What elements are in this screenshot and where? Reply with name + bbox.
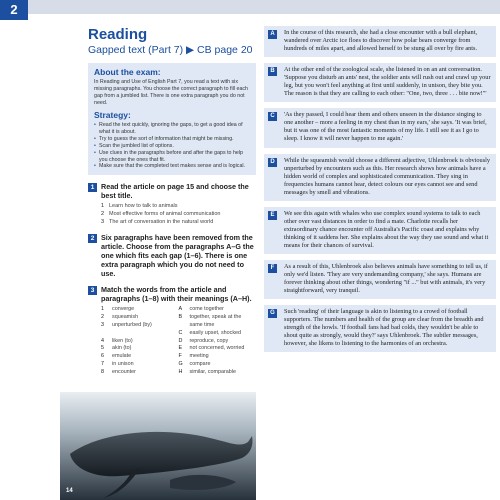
page-number: 2 <box>0 0 28 20</box>
paragraph-text: Such 'reading' of their language is akin to listening to a crowd of football supporters. The numbers and health of the group are clear from the breadth and strength of the howls. 'If football fans had bad colds, they wouldn't be able to shout quite as strongly, would they?' says Uhlenbroek. The subtler messages, however, she likens to listening to the harmonies of an orchestra. <box>284 308 484 348</box>
paragraph-text: In the course of this research, she had a close encounter with a bull elephant, wandered over Arctic ice floes to discover how polar bears converge from hundreds of miles apart, and allowed herself to be stung all over by fire ants. <box>284 29 478 53</box>
task-number-badge: 3 <box>88 286 97 295</box>
list-item: 8 encounter <box>101 368 136 375</box>
task-3 <box>88 285 256 376</box>
paragraph-text: 'As they passed, I could hear them and others unseen in the distance singing to one another – more a feeling in my chest than in my ears,' she says. 'It was brief, but it was one of the most fantastic moments of my life. I still see it as I go to sleep. I know it will never happen to me again.' <box>284 111 487 143</box>
exam-tip-box <box>88 63 256 175</box>
task-2 <box>88 233 256 278</box>
section-title: Reading <box>88 26 148 43</box>
paragraph-letter: F <box>268 264 277 273</box>
left-column <box>88 26 256 377</box>
paragraph-c <box>264 108 496 147</box>
list-item: F meeting <box>178 353 209 360</box>
task-instruction: Six paragraphs have been removed from the article. Choose from the paragraphs A–G the one which fits each gap (1–6). There is one extra paragraph which you do not need to use. <box>101 233 254 279</box>
list-item: 3 unperturbed (by) <box>101 321 152 328</box>
strategy-item: • Use clues in the paragraphs before and after the gaps to help you choose the ones that fit. <box>94 150 250 164</box>
paragraph-b <box>264 63 496 102</box>
list-item: G compare <box>178 360 211 367</box>
list-item: 7 in unison <box>101 360 134 367</box>
paragraph-e <box>264 207 496 254</box>
about-text: In Reading and Use of English Part 7, you read a text with six missing paragraphs. You choose the correct paragraph to fill each gap from a jumbled list. There is one extra paragraph you do not need. <box>94 79 248 106</box>
list-item: C easily upset, shocked <box>178 329 242 336</box>
paragraph-letter: B <box>268 67 277 76</box>
paragraph-f <box>264 260 496 299</box>
list-item: 2 Most effective forms of animal communication <box>101 211 221 218</box>
list-item: H similar, comparable <box>178 368 236 375</box>
paragraph-letter: D <box>268 158 277 167</box>
list-item: 1 converge <box>101 306 135 313</box>
list-item: 4 liken (to) <box>101 337 133 344</box>
matching-exercise <box>101 306 256 376</box>
meaning-column <box>179 306 257 376</box>
task-number-badge: 2 <box>88 234 97 243</box>
list-item: 2 squeamish <box>101 314 139 321</box>
strategy-heading: Strategy: <box>94 110 131 120</box>
list-item: B together, speak at the same time <box>178 314 242 328</box>
paragraph-letter: A <box>268 30 277 39</box>
task-instruction: Match the words from the article and paragraphs (1–8) with their meanings (A–H). <box>101 285 252 304</box>
paragraph-text: While the squeamish would choose a different adjective, Uhlenbroek is obviously unperturbed by encounters such as this. Her research shows how animals have a hidden world of complex and sophisticated communication. They sing in frequencies humans cannot hear, detect colours our eyes cannot see and send messages by smell and vibrations. <box>284 156 491 196</box>
paragraph-text: As a result of this, Uhlenbroek also believes animals have something to tell us, if only we'd listen. 'They are very undemanding company,' she says. Humans are forever thinking about other things, wondering "if ..." but with animals, it's very straightforward, very tranquil. <box>284 262 488 295</box>
list-item: 3 The art of conversation in the natural world <box>101 219 214 226</box>
list-item: 6 emulate <box>101 353 132 360</box>
paragraph-d <box>264 154 496 201</box>
word-column <box>101 306 179 376</box>
title-options <box>101 202 256 226</box>
strategy-item: • Scan the jumbled list of options. <box>94 143 250 150</box>
paragraph-letter: E <box>268 211 277 220</box>
paragraph-a <box>264 26 496 57</box>
whale-photo <box>60 392 256 500</box>
footer-page-number: 14 <box>66 488 73 494</box>
strategy-item: • Make sure that the completed text makes sense and is logical. <box>94 163 250 170</box>
section-subtitle: Gapped text (Part 7) ▶ CB page 20 <box>88 44 253 56</box>
top-band <box>0 0 500 14</box>
about-heading: About the exam: <box>94 67 161 77</box>
right-column <box>264 26 496 358</box>
list-item: 1 Learn how to talk to animals <box>101 203 178 210</box>
paragraph-letter: C <box>268 112 277 121</box>
strategy-item: • Read the text quickly, ignoring the gaps, to get a good idea of what it is about. <box>94 122 250 136</box>
strategy-list <box>94 122 250 170</box>
task-instruction: Read the article on page 15 and choose the best title. <box>101 182 249 201</box>
strategy-item: • Try to guess the sort of information that might be missing. <box>94 136 250 143</box>
list-item: D reproduce, copy <box>178 337 229 344</box>
list-item: E not concerned, worried <box>178 345 245 352</box>
task-number-badge: 1 <box>88 183 97 192</box>
list-item: A come together <box>178 306 224 313</box>
paragraph-letter: G <box>268 309 277 318</box>
paragraph-text: We see this again with whales who use complex sound systems to talk to each other over vast distances in order to find a mate. Charlotte recalls her extraordinary chance encounter off Australia's Pacific coast and explains why thinking of it saddens her. She explains about the way they use sound and what it means for their chances of survival. <box>284 209 489 249</box>
task-1 <box>88 182 256 226</box>
paragraph-text: At the other end of the zoological scale, she listened in on an ant conversation. 'Suppose you disturb an ants' nest, the soldier ants will rush out and crawl up your leg, but you won't feel anything at first until suddenly, in unison, they bite you. The reason is that they are calling to each other: "One, two, three . . . bite now!"' <box>284 66 491 98</box>
paragraph-g <box>264 305 496 352</box>
list-item: 5 akin (to) <box>101 345 132 352</box>
